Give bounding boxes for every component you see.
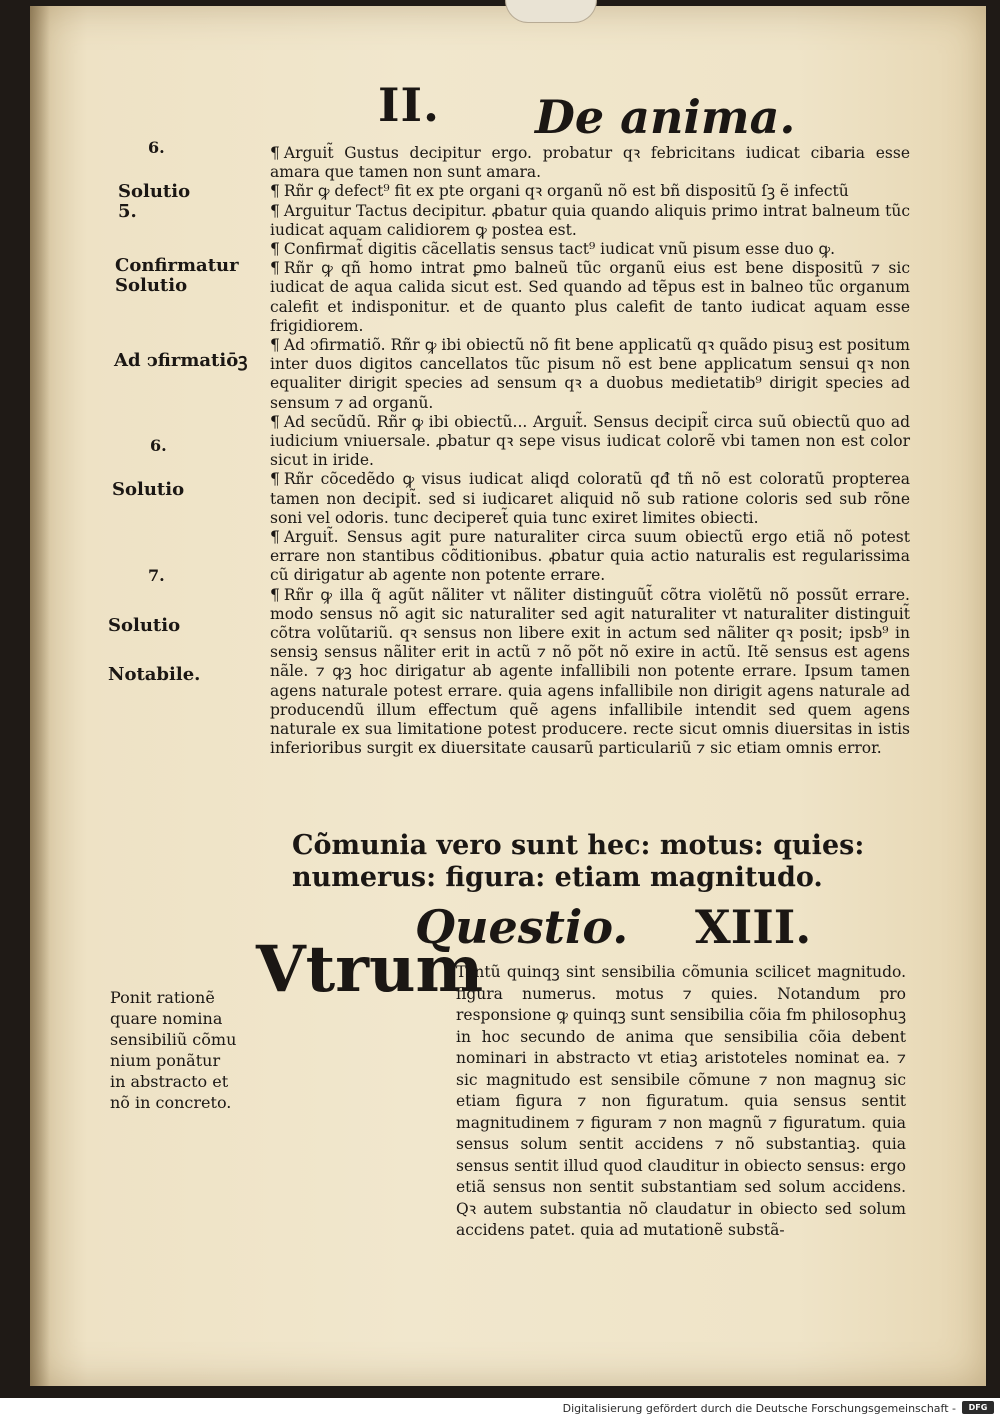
page-clip [505,0,597,23]
margin-note: 6. [148,138,165,157]
decorated-initial: Vtrum [256,932,484,1007]
margin-note: Confirmatur Solutio [115,255,239,296]
page-gutter-shadow [30,6,50,1386]
question-text [256,962,906,1242]
paragraph: ¶ Rñr cõcedẽdo ꝙ visus iudicat aliqd coloratũ qđ tñ nõ est coloratũ propterea tamen non decipit̃. sed si iudicaret aliquid nõ sub ratione coloris sed sub rõne soni vel odoris. tunc deciperet̃ quia tunc exiret limites obiecti. [270,470,910,527]
paragraph: ¶ Arguit̃ Gustus decipitur ergo. probatur qꝛ febricitans iudicat cibaria esse amara que tamen non sunt amara. [270,144,910,182]
paragraph: ¶ Confirmat̃ digitis cãcellatis sensus tact⁹ iudicat vnũ pisum esse duo ꝙ. [270,240,836,259]
paragraph: ¶ Arguit̃. Sensus agit pure naturaliter circa suum obiectũ ergo etiã nõ potest errare non stantibus cõditionibus. ꝓbatur quia actio naturalis est regularissima cũ dirigatur ab agente non potente errare. [270,528,910,585]
pilcrow-icon: ¶ [270,336,280,355]
paragraph: ¶ Arguitur Tactus decipitur. ꝓbatur quia quando aliquis primo intrat balneum tũc iudicat aquam calidiorem ꝙ postea est. [270,201,910,239]
paragraph: ¶ Ad ↄfirmatiõ. Rñr ꝙ ibi obiectũ nõ fit bene applicatũ qꝛ quãdo pisuꝫ est positum inter duos digitos cancellatos tũc pisum nõ est bene applicatum sensui qꝛ non equaliter dirigit species ad sensum qꝛ a duobus medietatib⁹ dirigit species ad sensum ⁊ ad organũ. [270,336,910,412]
question-label: Questio. [415,900,629,954]
margin-gloss: Ponit rationẽ quare nomina sensibiliũ cõmu nium ponãtur in abstracto et nõ in concreto. [110,988,237,1112]
pilcrow-icon: ¶ [270,470,280,489]
pilcrow-icon: ¶ [270,182,280,201]
margin-note: Solutio [108,615,181,636]
margin-note: Ad ↄfirmatiōꝫ [114,350,248,371]
pilcrow-icon: ¶ [270,412,280,431]
footer-credit: Digitalisierung gefördert durch die Deutsche Forschungsgemeinschaft - [562,1402,956,1415]
main-text [270,144,910,759]
footer-bar [0,1398,1000,1419]
folio-number: II. [378,78,441,132]
margin-note: Solutio 5. [118,181,191,222]
aristotle-quote: Cõmunia vero sunt hec: motus: quies: numerus: figura: etiam magnitudo. [292,830,865,893]
pilcrow-icon: ¶ [270,528,280,547]
paragraph: ¶ Rñr ꝙ illa q̃ agũt nãliter vt nãliter distinguũt̃ cõtra violẽtũ nõ possũt errare. modo sensus nõ agit sic naturaliter sed agit naturaliter vt naturaliter distinguit̃ cõtra volũtariũ. qꝛ sensus non libere exit in actum sed nãliter qꝛ posit; ipsb⁹ in sensiꝫ sensus nãliter erit in actũ ⁊ nõ põt nõ exire in actũ. Itẽ sensus est agens nãle. ⁊ ꝙꝫ hoc dirigatur ab agente infallibili non potente errare. Ipsum tamen agens naturale potest errare. quia agens infallibile non dirigit agens naturale ad producendũ illum effectum quẽ agens infallibile intendit sed quem agens naturale ex sua limitatione potest producere. recte sicut omnis diuersitas in istis inferioribus surgit ex diuersitate causarũ particulariũ ⁊ sic etiam omnis error. [270,585,910,758]
pilcrow-icon: ¶ [270,201,280,220]
question-number: XIII. [695,900,812,954]
pilcrow-icon: ¶ [270,259,280,278]
paragraph: ¶ Ad secũdũ. Rñr ꝙ ibi obiectũ... Arguit̃. Sensus decipit̃ circa suũ obiectũ quo ad iudicium vniuersale. ꝓbatur qꝛ sepe visus iudicat colorẽ vbi tamen non est color sicut in iride. [270,412,910,470]
margin-note: 7. [148,566,165,585]
paragraph: ¶ Rñr ꝙ defect⁹ fit ex pte organi qꝛ organũ nõ est bñ dispositũ ſꝫ ẽ infectũ [270,182,849,201]
margin-note: 6. [150,436,167,455]
paragraph: ¶ Rñr ꝙ qñ homo intrat ꝑmo balneũ tũc organũ eius est bene dispositũ ⁊ sic iudicat de aqua calida sicut est. Sed quando ad tẽpus est in balneo tũc organum calefit et indisponitur. et de quanto plus calefit de tanto iudicat aquam esse frigidiorem. [270,259,910,335]
margin-note: Solutio [112,479,185,500]
paragraph: Tantũ quinqꝫ sint sensibilia cõmunia scilicet magnitudo. figura numerus. motus ⁊ quies. Notandum pro responsione ꝙ quinqꝫ sunt sensibilia cõia fm philosophuꝫ in hoc secundo de anima que sensibilia cõia debent nominari in abstracto vt etiaꝫ aristoteles nominat ea. ⁊ sic magnitudo est sensibile cõmune ⁊ non magnuꝫ sic etiam figura ⁊ non figuratum. quia sensus sentit magnitudinem ⁊ figuram ⁊ non magnũ ⁊ figuratum. quia sensus solum sentit accidens ⁊ nõ substantiaꝫ. quia sensus sentit illud quod clauditur in obiecto sensus: ergo etiã sensus non sentit substantiam sed solum accidens. Qꝛ autem substantia nõ claudatur in obiecto sed solum accidens patet. quia ad mutationẽ substã- [456,963,906,1239]
pilcrow-icon: ¶ [270,240,280,259]
pilcrow-icon: ¶ [270,144,280,162]
running-title: De anima. [535,90,796,144]
margin-note: Notabile. [108,664,201,685]
pilcrow-icon: ¶ [270,585,280,604]
dfg-logo-icon: DFG [962,1401,994,1414]
